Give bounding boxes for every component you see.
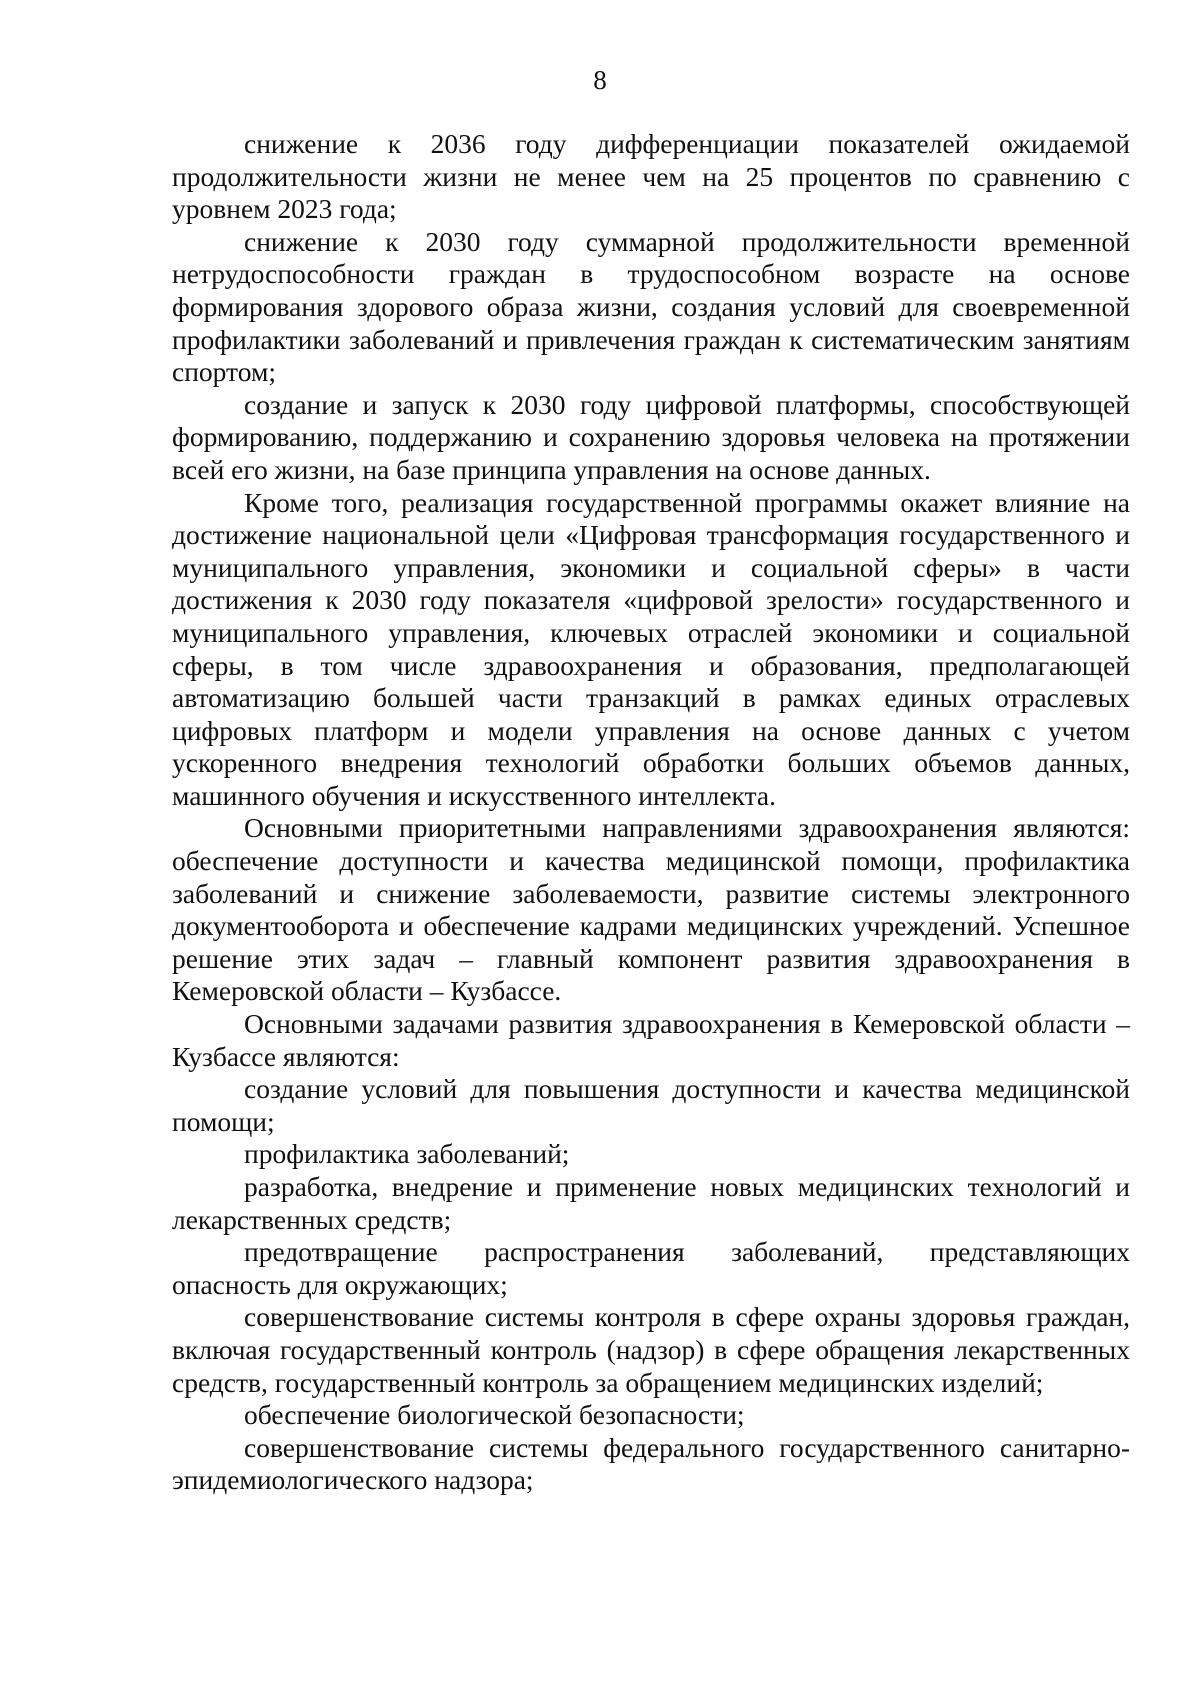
list-item-accessibility: создание условий для повышения доступности и качества медицинской помощи;	[172, 1073, 1130, 1137]
document-body	[172, 128, 1130, 1497]
paragraph-main-tasks-intro: Основными задачами развития здравоохранения в Кемеровской области – Кузбассе являются:	[172, 1008, 1130, 1072]
paragraph-digital-transformation: Кроме того, реализация государственной программы окажет влияние на достижение национальной цели «Цифровая трансформация государственного и муниципального управления, экономики и социальной сферы» в части достижения к 2030 году показателя «цифровой зрелости» государственного и муниципального управления, ключевых отраслей экономики и социальной сферы, в том числе здравоохранения и образования, предполагающей автоматизацию большей части транзакций в рамках единых отраслевых цифровых платформ и модели управления на основе данных с учетом ускоренного внедрения технологий обработки больших объемов данных, машинного обучения и искусственного интеллекта.	[172, 486, 1130, 811]
list-item-new-technologies: разработка, внедрение и применение новых медицинских технологий и лекарственных средств;	[172, 1171, 1130, 1235]
paragraph-life-expectancy-differentiation: снижение к 2036 году дифференциации показателей ожидаемой продолжительности жизни не менее чем на 25 процентов по сравнению с уровнем 2023 года;	[172, 128, 1130, 225]
paragraph-temporary-disability: снижение к 2030 году суммарной продолжительности временной нетрудоспособности граждан в трудоспособном возрасте на основе формирования здорового образа жизни, создания условий для своевременной профилактики заболеваний и привлечения граждан к систематическим занятиям спортом;	[172, 225, 1130, 388]
list-item-disease-prevention: профилактика заболеваний;	[244, 1138, 570, 1170]
page-number: 8	[593, 65, 607, 95]
paragraph-priority-directions: Основными приоритетными направлениями здравоохранения являются: обеспечение доступности и качества медицинской помощи, профилактика заболеваний и снижение заболеваемости, развитие системы электронного документооборота и обеспечение кадрами медицинских учреждений. Успешное решение этих задач – главный компонент развития здравоохранения в Кемеровской области – Кузбассе.	[172, 812, 1130, 1007]
paragraph-digital-platform: создание и запуск к 2030 году цифровой платформы, способствующей формированию, поддержанию и сохранению здоровья человека на протяжении всей его жизни, на базе принципа управления на основе данных.	[172, 388, 1130, 485]
list-item-control-system: совершенствование системы контроля в сфере охраны здоровья граждан, включая государственный контроль (надзор) в сфере обращения лекарственных средств, государственный контроль за обращением медицинских изделий;	[172, 1301, 1130, 1398]
list-item-prevent-spread: предотвращение распространения заболеваний, представляющих опасность для окружающих;	[172, 1236, 1130, 1300]
list-item-biological-safety: обеспечение биологической безопасности;	[244, 1399, 745, 1431]
list-item-sanitary-supervision: совершенствование системы федерального государственного санитарно-эпидемиологического надзора;	[172, 1431, 1130, 1496]
